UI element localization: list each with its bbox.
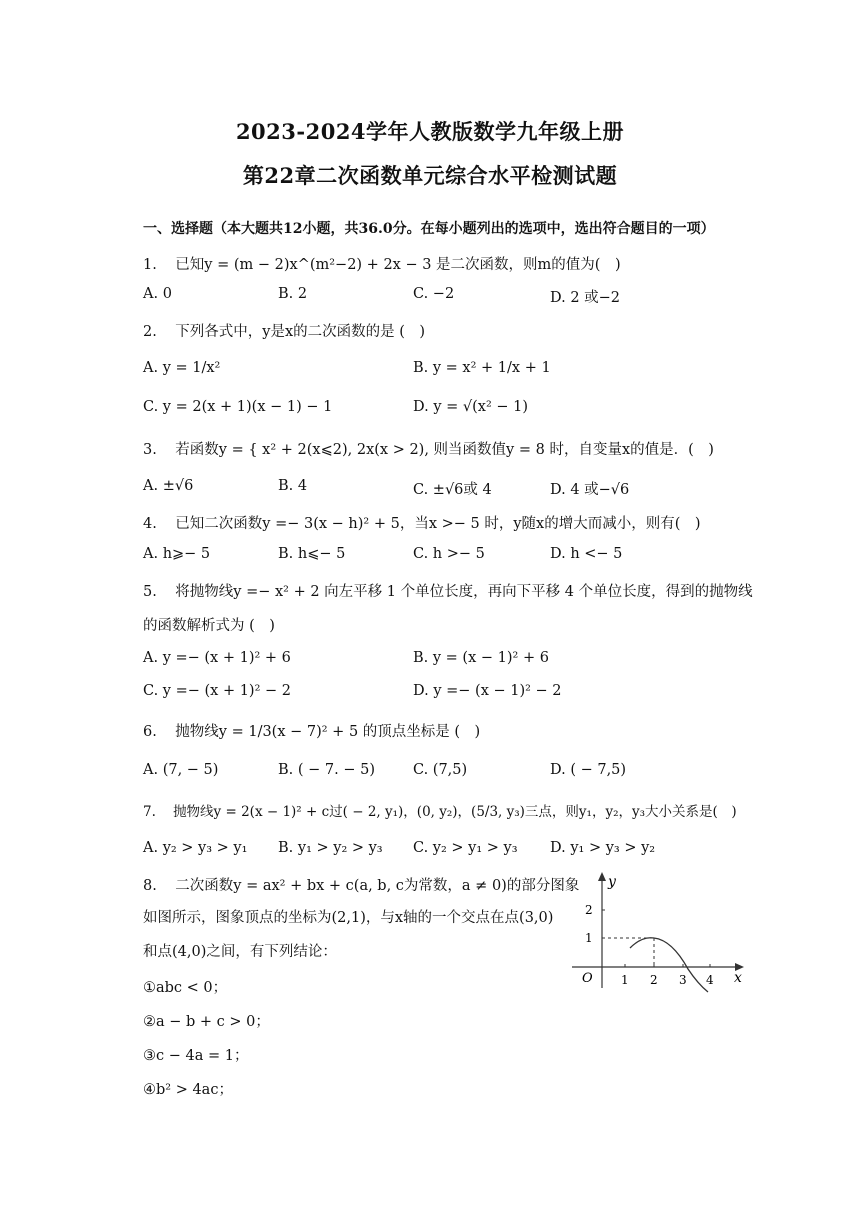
option-d: D. 4 或−√6 xyxy=(550,482,630,498)
option-a: A. ±√6 xyxy=(143,478,194,494)
question-2 xyxy=(143,320,425,341)
question-4 xyxy=(143,512,701,533)
section-heading: 一、选择题（本大题共12小题，共36.0分。在每小题列出的选项中，选出符合题目的一项） xyxy=(143,221,715,237)
option-a: A. y₂ > y₃ > y₁ xyxy=(143,840,248,856)
conclusion-1: ①abc < 0； xyxy=(143,980,228,996)
question-text: 已知y = (m − 2)x^(m²−2) + 2x − 3 是二次函数，则m的值为( ) xyxy=(175,257,621,273)
parabola-graph xyxy=(568,870,748,994)
option-b: B. y = x² + 1/x + 1 xyxy=(413,360,551,376)
option-b: B. h⩽− 5 xyxy=(278,546,346,562)
question-text: 下列各式中，y是x的二次函数的是 ( ) xyxy=(175,324,426,340)
y-tick-label: 2 xyxy=(585,903,593,917)
question-number: 2. xyxy=(143,324,157,340)
option-d: D. y₁ > y₃ > y₂ xyxy=(550,840,656,856)
conclusion-2: ②a − b + c > 0； xyxy=(143,1014,270,1030)
option-b: B. 2 xyxy=(278,286,308,302)
question-8-line-3: 和点(4,0)之间，有下列结论： xyxy=(143,944,337,960)
y-axis-arrow xyxy=(598,872,606,881)
question-number: 1. xyxy=(143,257,157,273)
option-a: A. (7, − 5) xyxy=(143,762,219,778)
option-c: C. h >− 5 xyxy=(413,546,485,562)
option-b: B. y = (x − 1)² + 6 xyxy=(413,650,549,666)
option-a: A. y = 1/x² xyxy=(143,360,221,376)
question-number: 8. xyxy=(143,878,157,894)
conclusion-4: ④b² > 4ac； xyxy=(143,1082,233,1098)
x-tick-label: 4 xyxy=(706,973,714,987)
option-b: B. y₁ > y₂ > y₃ xyxy=(278,840,383,856)
x-tick-label: 2 xyxy=(650,973,658,987)
option-a: A. h⩾− 5 xyxy=(143,546,211,562)
option-c: C. ±√6或 4 xyxy=(413,482,492,498)
question-5-continued: 的函数解析式为 ( ) xyxy=(143,618,275,634)
option-c: C. y = 2(x + 1)(x − 1) − 1 xyxy=(143,399,333,415)
option-b: B. 4 xyxy=(278,478,308,494)
origin-label: O xyxy=(582,971,593,986)
option-c: C. −2 xyxy=(413,286,455,302)
option-d: D. h <− 5 xyxy=(550,546,623,562)
parabola-curve xyxy=(630,938,708,992)
question-1 xyxy=(143,253,621,274)
option-c: C. (7,5) xyxy=(413,762,468,778)
option-d: D. ( − 7,5) xyxy=(550,762,627,778)
x-tick-label: 1 xyxy=(621,973,629,987)
question-text: 若函数y = { x² + 2(x⩽2), 2x(x > 2), 则当函数值y = 8 时，自变量x的值是．( ) xyxy=(175,442,714,458)
x-tick-label: 3 xyxy=(679,973,687,987)
option-c: C. y =− (x + 1)² − 2 xyxy=(143,683,291,699)
option-d: D. y = √(x² − 1) xyxy=(413,399,529,415)
question-5 xyxy=(143,580,753,601)
option-a: A. 0 xyxy=(143,286,172,302)
question-8-line-2: 如图所示，图象顶点的坐标为(2,1)，与x轴的一个交点在点(3,0) xyxy=(143,910,554,926)
question-text: 二次函数y = ax² + bx + c(a, b, c为常数，a ≠ 0)的部分图象 xyxy=(175,878,580,894)
question-text: 已知二次函数y =− 3(x − h)² + 5，当x >− 5 时，y随x的增大而减小，则有( ) xyxy=(175,516,701,532)
question-6 xyxy=(143,720,480,741)
x-axis-label: x xyxy=(734,970,742,986)
y-tick-label: 1 xyxy=(585,931,593,945)
question-text: 将抛物线y =− x² + 2 向左平移 1 个单位长度，再向下平移 4 个单位长度，得到的抛物线 xyxy=(175,584,753,600)
option-d: D. 2 或−2 xyxy=(550,290,621,306)
question-number: 6. xyxy=(143,724,157,740)
y-axis-label: y xyxy=(608,874,616,890)
option-a: A. y =− (x + 1)² + 6 xyxy=(143,650,291,666)
question-number: 3. xyxy=(143,442,157,458)
document-subtitle: 第22章二次函数单元综合水平检测试题 xyxy=(242,163,618,188)
document-title: 2023-2024学年人教版数学九年级上册 xyxy=(235,119,625,144)
option-b: B. ( − 7. − 5) xyxy=(278,762,375,778)
question-text: 抛物线y = 1/3(x − 7)² + 5 的顶点坐标是 ( ) xyxy=(175,724,481,740)
question-text: 抛物线y = 2(x − 1)² + c过( − 2, y₁)，(0, y₂)，(5/3, y₃)三点，则y₁，y₂，y₃大小关系是( ) xyxy=(173,804,737,820)
question-3 xyxy=(143,438,714,459)
option-d: D. y =− (x − 1)² − 2 xyxy=(413,683,562,699)
question-number: 4. xyxy=(143,516,157,532)
conclusion-3: ③c − 4a = 1； xyxy=(143,1048,249,1064)
option-c: C. y₂ > y₁ > y₃ xyxy=(413,840,518,856)
question-8 xyxy=(143,874,579,895)
question-7 xyxy=(143,800,737,820)
question-number: 5. xyxy=(143,584,157,600)
question-number: 7. xyxy=(143,804,156,820)
